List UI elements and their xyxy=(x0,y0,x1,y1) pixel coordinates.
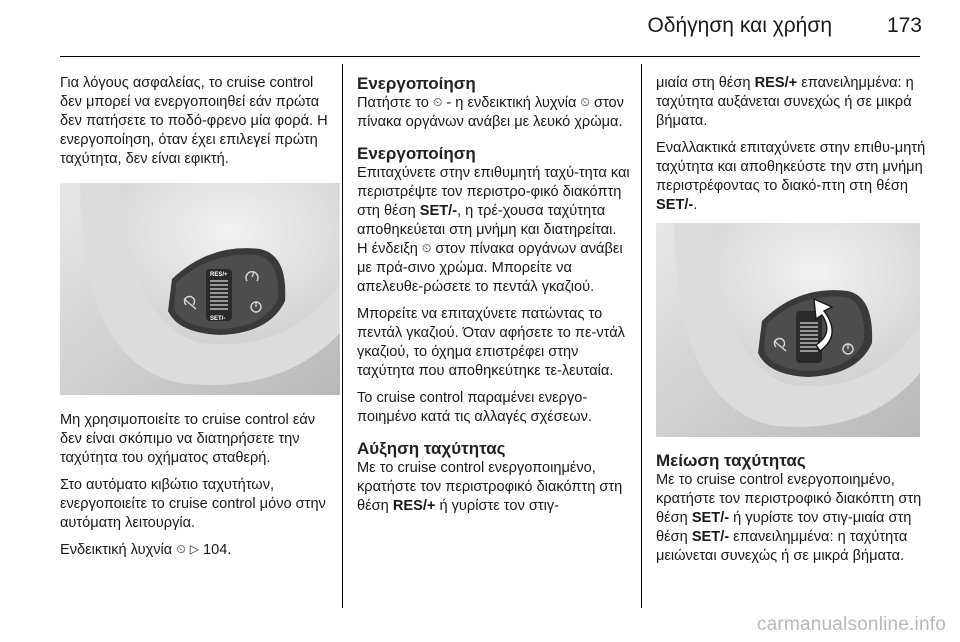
cruise-control-icon: ⏲ xyxy=(580,95,590,109)
accelerate-paragraph: Μπορείτε να επιταχύνετε πατώντας το πεντάλ γκαζιού. Όταν αφήσετε το πε-ντάλ γκαζιού, το όχημα επιστρέφει στην ταχύτητα που αποθηκεύτηκε τε-λευταία. xyxy=(357,306,625,379)
cruise-caution-paragraph: Μη χρησιμοποιείτε το cruise control εάν δεν είναι σκόπιμο να διατηρήσετε την ταχύτητα του οχήματος σταθερή. xyxy=(60,412,316,466)
res-label: RES/+ xyxy=(210,272,228,278)
steering-wheel-photo-1 xyxy=(60,183,340,395)
page-number: 173 xyxy=(886,14,922,37)
column-1 xyxy=(60,74,338,568)
header-divider xyxy=(60,56,920,57)
activation-paragraph: Πατήστε το ⏲ - η ενδεικτική λυχνία ⏲ στον πίνακα οργάνων ανάβει με λευκό χρώμα. xyxy=(357,95,624,130)
column-3 xyxy=(656,74,928,574)
section-heading-activation-2: Ενεργοποίηση xyxy=(357,144,476,163)
cruise-control-icon: ⏲ xyxy=(421,241,432,255)
cruise-control-icon: ⏲ xyxy=(432,95,443,109)
column-2 xyxy=(357,74,631,524)
gear-change-paragraph: Το cruise control παραμένει ενεργο-ποιημένο κατά τις αλλαγές σχέσεων. xyxy=(357,390,592,425)
safety-note-paragraph: Για λόγους ασφαλείας, το cruise control δεν μπορεί να ενεργοποιηθεί εάν πρώτα δεν πατήσετε το ποδό-φρενο μία φορά. Η ενεργοποίηση, όταν έχει επιλεγεί πρώτη ταχύτητα, δεν είναι εφικτή. xyxy=(60,75,328,167)
indicator-reference-paragraph: Ενδεικτική λυχνία ⏲ ▷ 104. xyxy=(60,542,232,558)
decrease-speed-paragraph: Με το cruise control ενεργοποιημένο, κρατήστε τον περιστροφικό διακόπτη στη θέση SET/- ή γυρίστε τον στιγ-μιαία στη θέση SET/- επανειλημμένα: η ταχύτητα μειώνεται συνεχώς ή σε μικρά βήματα. xyxy=(656,472,922,564)
section-heading-decrease-speed: Μείωση ταχύτητας xyxy=(656,451,806,470)
column-divider-2 xyxy=(641,64,642,608)
watermark: carmanualsonline.info xyxy=(756,614,946,635)
section-heading-increase-speed: Αύξηση ταχύτητας xyxy=(357,439,506,458)
set-label: SET/- xyxy=(210,316,226,322)
steering-wheel-photo-2 xyxy=(656,223,920,437)
column-divider-1 xyxy=(342,64,343,608)
set-speed-paragraph: Επιταχύνετε στην επιθυμητή ταχύ-τητα και περιστρέψτε τον περιστρο-φικό διακόπτη στη θέση SET/-, η τρέ-χουσα ταχύτητα αποθηκεύεται στη μνήμη και διατηρείται. Η ένδειξη ⏲ στον πίνακα οργάνων ανάβει με πρά-σινο χρώμα. Μπορείτε να απελευθε-ρώσετε το πεντάλ γκαζιού. xyxy=(357,165,630,295)
cruise-control-icon: ⏲ xyxy=(176,542,186,556)
page-title: Οδήγηση και χρήση xyxy=(647,14,832,37)
increase-speed-paragraph: Με το cruise control ενεργοποιημένο, κρατήστε τον περιστροφικό διακόπτη στη θέση RES/+ ή γυρίστε τον στιγ- xyxy=(357,460,623,514)
alternative-store-paragraph: Εναλλακτικά επιταχύνετε στην επιθυ-μητή ταχύτητα και αποθηκεύστε την στη μνήμη περιστρέφοντας το διακό-πτη στη θέση SET/-. xyxy=(656,140,926,213)
increase-speed-continued-paragraph: μιαία στη θέση RES/+ επανειλημμένα: η ταχύτητα αυξάνεται συνεχώς ή σε μικρά βήματα. xyxy=(656,75,914,129)
page-reference-icon: ▷ xyxy=(189,542,199,556)
automatic-transmission-paragraph: Στο αυτόματο κιβώτιο ταχυτήτων, ενεργοποιείτε το cruise control μόνο στην αυτόματη λειτουργία. xyxy=(60,477,326,531)
section-heading-activation: Ενεργοποίηση xyxy=(357,74,476,93)
